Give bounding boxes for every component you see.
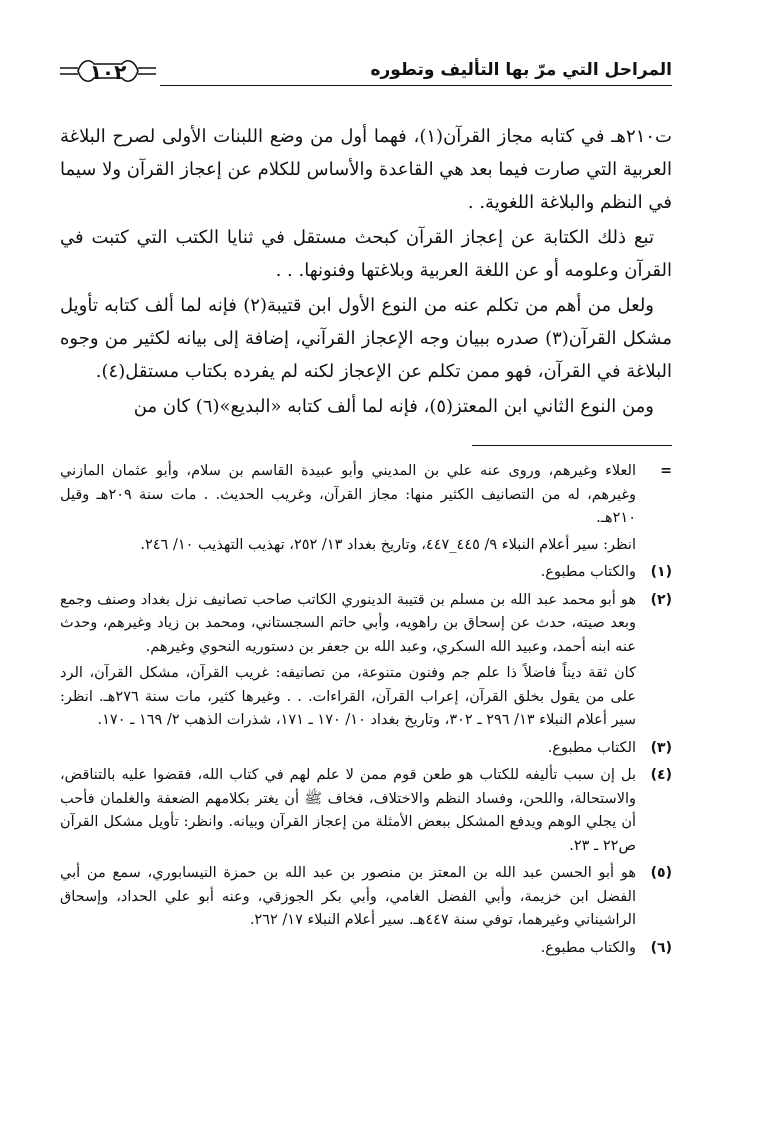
header-rule xyxy=(160,85,672,86)
footnotes xyxy=(60,460,672,960)
footnote-marker: (٥) xyxy=(650,865,672,881)
footnote-body xyxy=(60,862,636,933)
footnote-1 xyxy=(60,561,672,585)
footnote-text: بل إن سبب تأليفه للكتاب هو طعن قوم ممن لا علم لهم في كتاب الله، فقضوا عليه بالتناقض، والاستحالة، واللحن، وفساد النظم والاختلاف، فخاف ﷺ أن يغتر بكلامهم الضعفة والغلمان فأحب أن يجلي الوهم ويدفع المشكل ببعض الأمثلة من إعجاز القرآن وبيانه. وانظر: تأويل مشكل القرآن ص٢٢ ـ ٢٣. xyxy=(60,767,636,854)
footnote-marker: = xyxy=(660,463,672,479)
footnote-body xyxy=(60,937,636,961)
footnote-text: والكتاب مطبوع. xyxy=(540,939,636,956)
footnote-body xyxy=(60,460,636,557)
footnote-marker: (١) xyxy=(650,564,672,580)
page-number: ١٠٢ xyxy=(89,60,127,84)
body-paragraph: ت٢١٠هـ في كتابه مجاز القرآن(١)، فهما أول من وضع اللبنات الأولى لصرح البلاغة العربية التي صارت فيما بعد هي القاعدة والأساس للكلام عن إعجاز القرآن ولا سيما في النظم والبلاغة اللغوية. . xyxy=(59,126,672,213)
footnote-marker: (٣) xyxy=(650,739,672,756)
footnote-continuation xyxy=(60,460,672,557)
footnote-body xyxy=(60,764,636,858)
main-text xyxy=(60,120,672,423)
book-page xyxy=(60,54,672,1094)
footnote-6 xyxy=(60,937,672,961)
body-paragraph: تبع ذلك الكتابة عن إعجاز القرآن كبحث مستقل في ثنايا الكتب التي كتبت في القرآن وعلومه أو عن اللغة العربية وبلاغتها وفنونها. . . xyxy=(60,227,672,281)
footnote-text: هو أبو الحسن عبد الله بن المعتز بن منصور بن عبد الله بن حمزة النيسابوري، سمع من أبي الفضل ابن خزيمة، وأبي الفضل الغامي، وأبي بكر الجوزقي، وعنه أبو علي الحداد، وإسحاق الراشيناني وغيرهما، توفي سنة ٤٤٧هـ. سير أعلام النبلاء ١٧/ ٢٦٢. xyxy=(60,865,636,928)
footnote-separator xyxy=(472,445,672,446)
footnote-marker: (٢) xyxy=(650,591,672,608)
footnote-5 xyxy=(60,862,672,933)
footnote-body xyxy=(60,561,636,585)
footnote-body xyxy=(60,737,636,761)
body-paragraph: ومن النوع الثاني ابن المعتز(٥)، فإنه لما ألف كتابه «البديع»(٦) كان من xyxy=(133,396,654,417)
footnote-text: العلاء وغيرهم، وروى عنه علي بن المديني وأبو عبيدة القاسم بن سلام، وأبو عثمان المازني وغيرهم، له من التصانيف الكثير منها: مجاز القرآن، وغريب الحديث. . مات سنة ٢٠٩هـ وقيل ٢١٠هـ. xyxy=(60,463,637,526)
footnote-text: انظر: سير أعلام النبلاء ٩/ ٤٤٥_٤٤٧، وتاريخ بغداد ١٣/ ٢٥٢، تهذيب التهذيب ١٠/ ٢٤٦. xyxy=(140,536,636,553)
footnote-text: هو أبو محمد عبد الله بن مسلم بن قتيبة الدينوري الكاتب صاحب تصانيف نزل بغداد وصنف وجمع وبعد صيته، حدث عن إسحاق بن راهويه، وأبي حاتم السجستاني، ومحمد بن زياد وغيرهم، وحدث عنه ابنه أحمد، وعبيد الله السكري، وعبد الله بن جعفر بن دستوريه النحوي وغيرهم. xyxy=(60,591,636,655)
footnote-marker: (٤) xyxy=(650,767,672,783)
page-header xyxy=(60,54,672,94)
body-paragraph: ولعل من أهم من تكلم عنه من النوع الأول ابن قتيبة(٢) فإنه لما ألف كتابه تأويل مشكل القرآن(٣) صدره ببيان وجه الإعجاز القرآني، إضافة إلى بيانه لكثير من وجوه البلاغة في القرآن، فهو ممن تكلم عن الإعجاز لكنه لم يفرده بكتاب مستقل(٤). xyxy=(60,295,672,382)
footnote-2 xyxy=(60,589,672,733)
running-title: المراحل التي مرّ بها التأليف وتطوره xyxy=(370,60,672,80)
footnote-3 xyxy=(60,737,672,761)
footnote-text: الكتاب مطبوع. xyxy=(547,739,636,756)
page-number-ornament xyxy=(60,54,156,90)
footnote-marker: (٦) xyxy=(650,939,672,956)
footnote-body xyxy=(60,589,636,733)
footnote-text: والكتاب مطبوع. xyxy=(540,564,636,580)
footnote-text: كان ثقة ديناً فاضلاً ذا علم جم وفنون متنوعة، من تصانيفه: غريب القرآن، مشكل القرآن، الرد على من يقول بخلق القرآن، إعراب القرآن، القراءات. . . وغيرها كثير، مات سنة ٢٧٦هـ. انظر: سير أعلام النبلاء ١٣/ ٢٩٦ ـ ٣٠٢، وتاريخ بغداد ١٠/ ١٧٠ ـ ١٧١، شذرات الذهب ٢/ ١٦٩ ـ ١٧٠. xyxy=(60,665,636,728)
footnote-4 xyxy=(60,764,672,858)
